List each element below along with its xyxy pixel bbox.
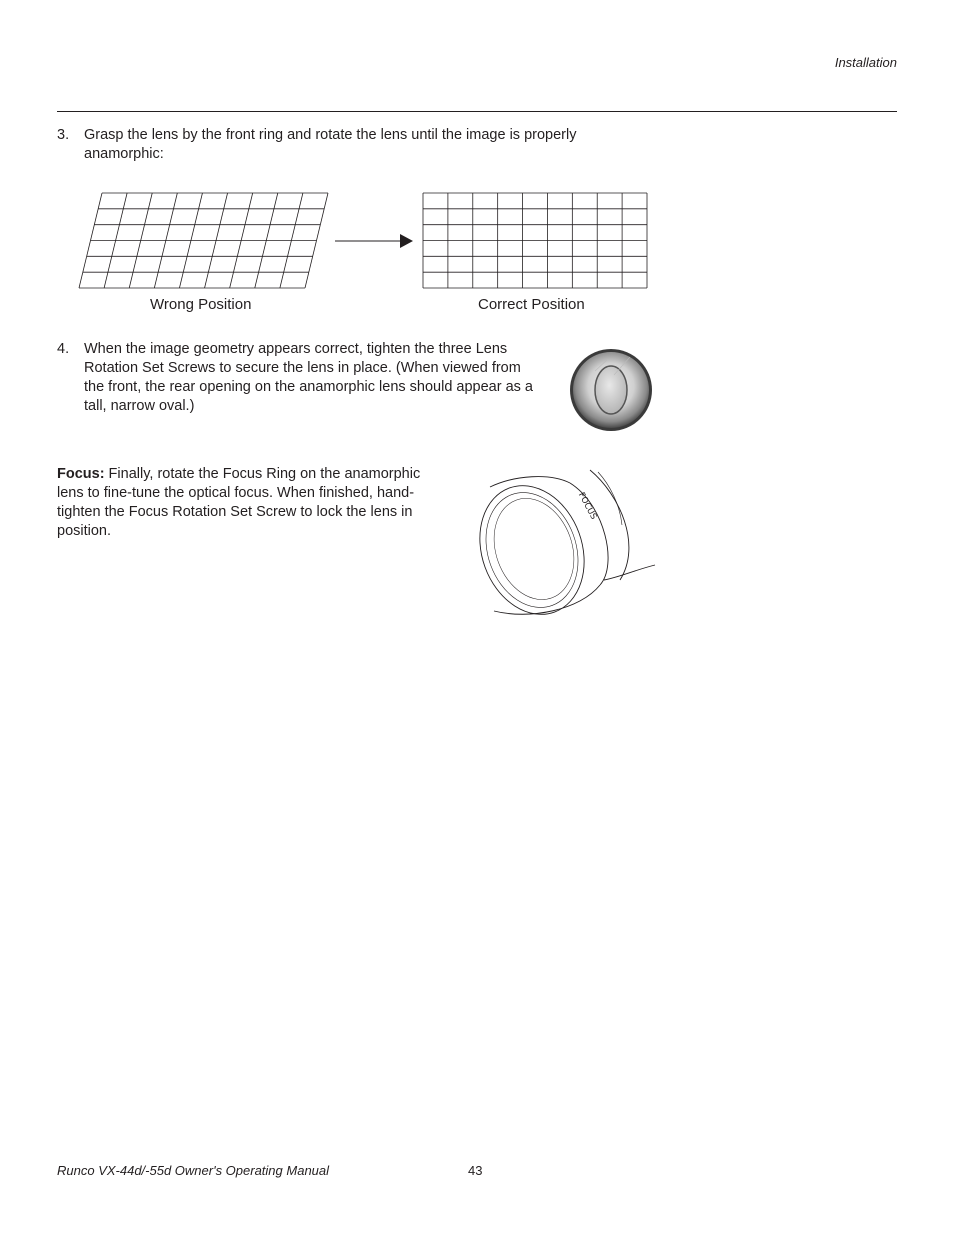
lens-front-view-illustration (568, 347, 654, 433)
correct-position-label: Correct Position (478, 296, 585, 313)
focus-ring-marking: FOCUS (575, 490, 599, 522)
step-text: Grasp the lens by the front ring and rotate the lens until the image is properly anamorphic: (84, 127, 577, 162)
running-header: Installation (834, 55, 897, 70)
focus-label: Focus: (57, 466, 105, 482)
focus-text: Finally, rotate the Focus Ring on the anamorphic lens to fine-tune the optical focus. When finished, hand-tighten the Focus Rotation Set Screw to lock the lens in position. (57, 466, 421, 539)
step-number: 4. (57, 341, 70, 357)
focus-ring-illustration (470, 465, 660, 620)
footer-manual-title: Runco VX-44d/-55d Owner's Operating Manual (57, 1163, 330, 1178)
wrong-position-label: Wrong Position (150, 296, 252, 313)
arrow-head (400, 234, 413, 248)
page-number: 43 (468, 1163, 483, 1178)
focus-paragraph (57, 465, 447, 541)
step-text: When the image geometry appears correct, tighten the three Lens Rotation Set Screws to secure the lens in place. (When viewed from the front, the rear opening on the anamorphic lens should appear as a tall, narrow oval.) (84, 341, 533, 414)
step-number: 3. (57, 127, 70, 143)
